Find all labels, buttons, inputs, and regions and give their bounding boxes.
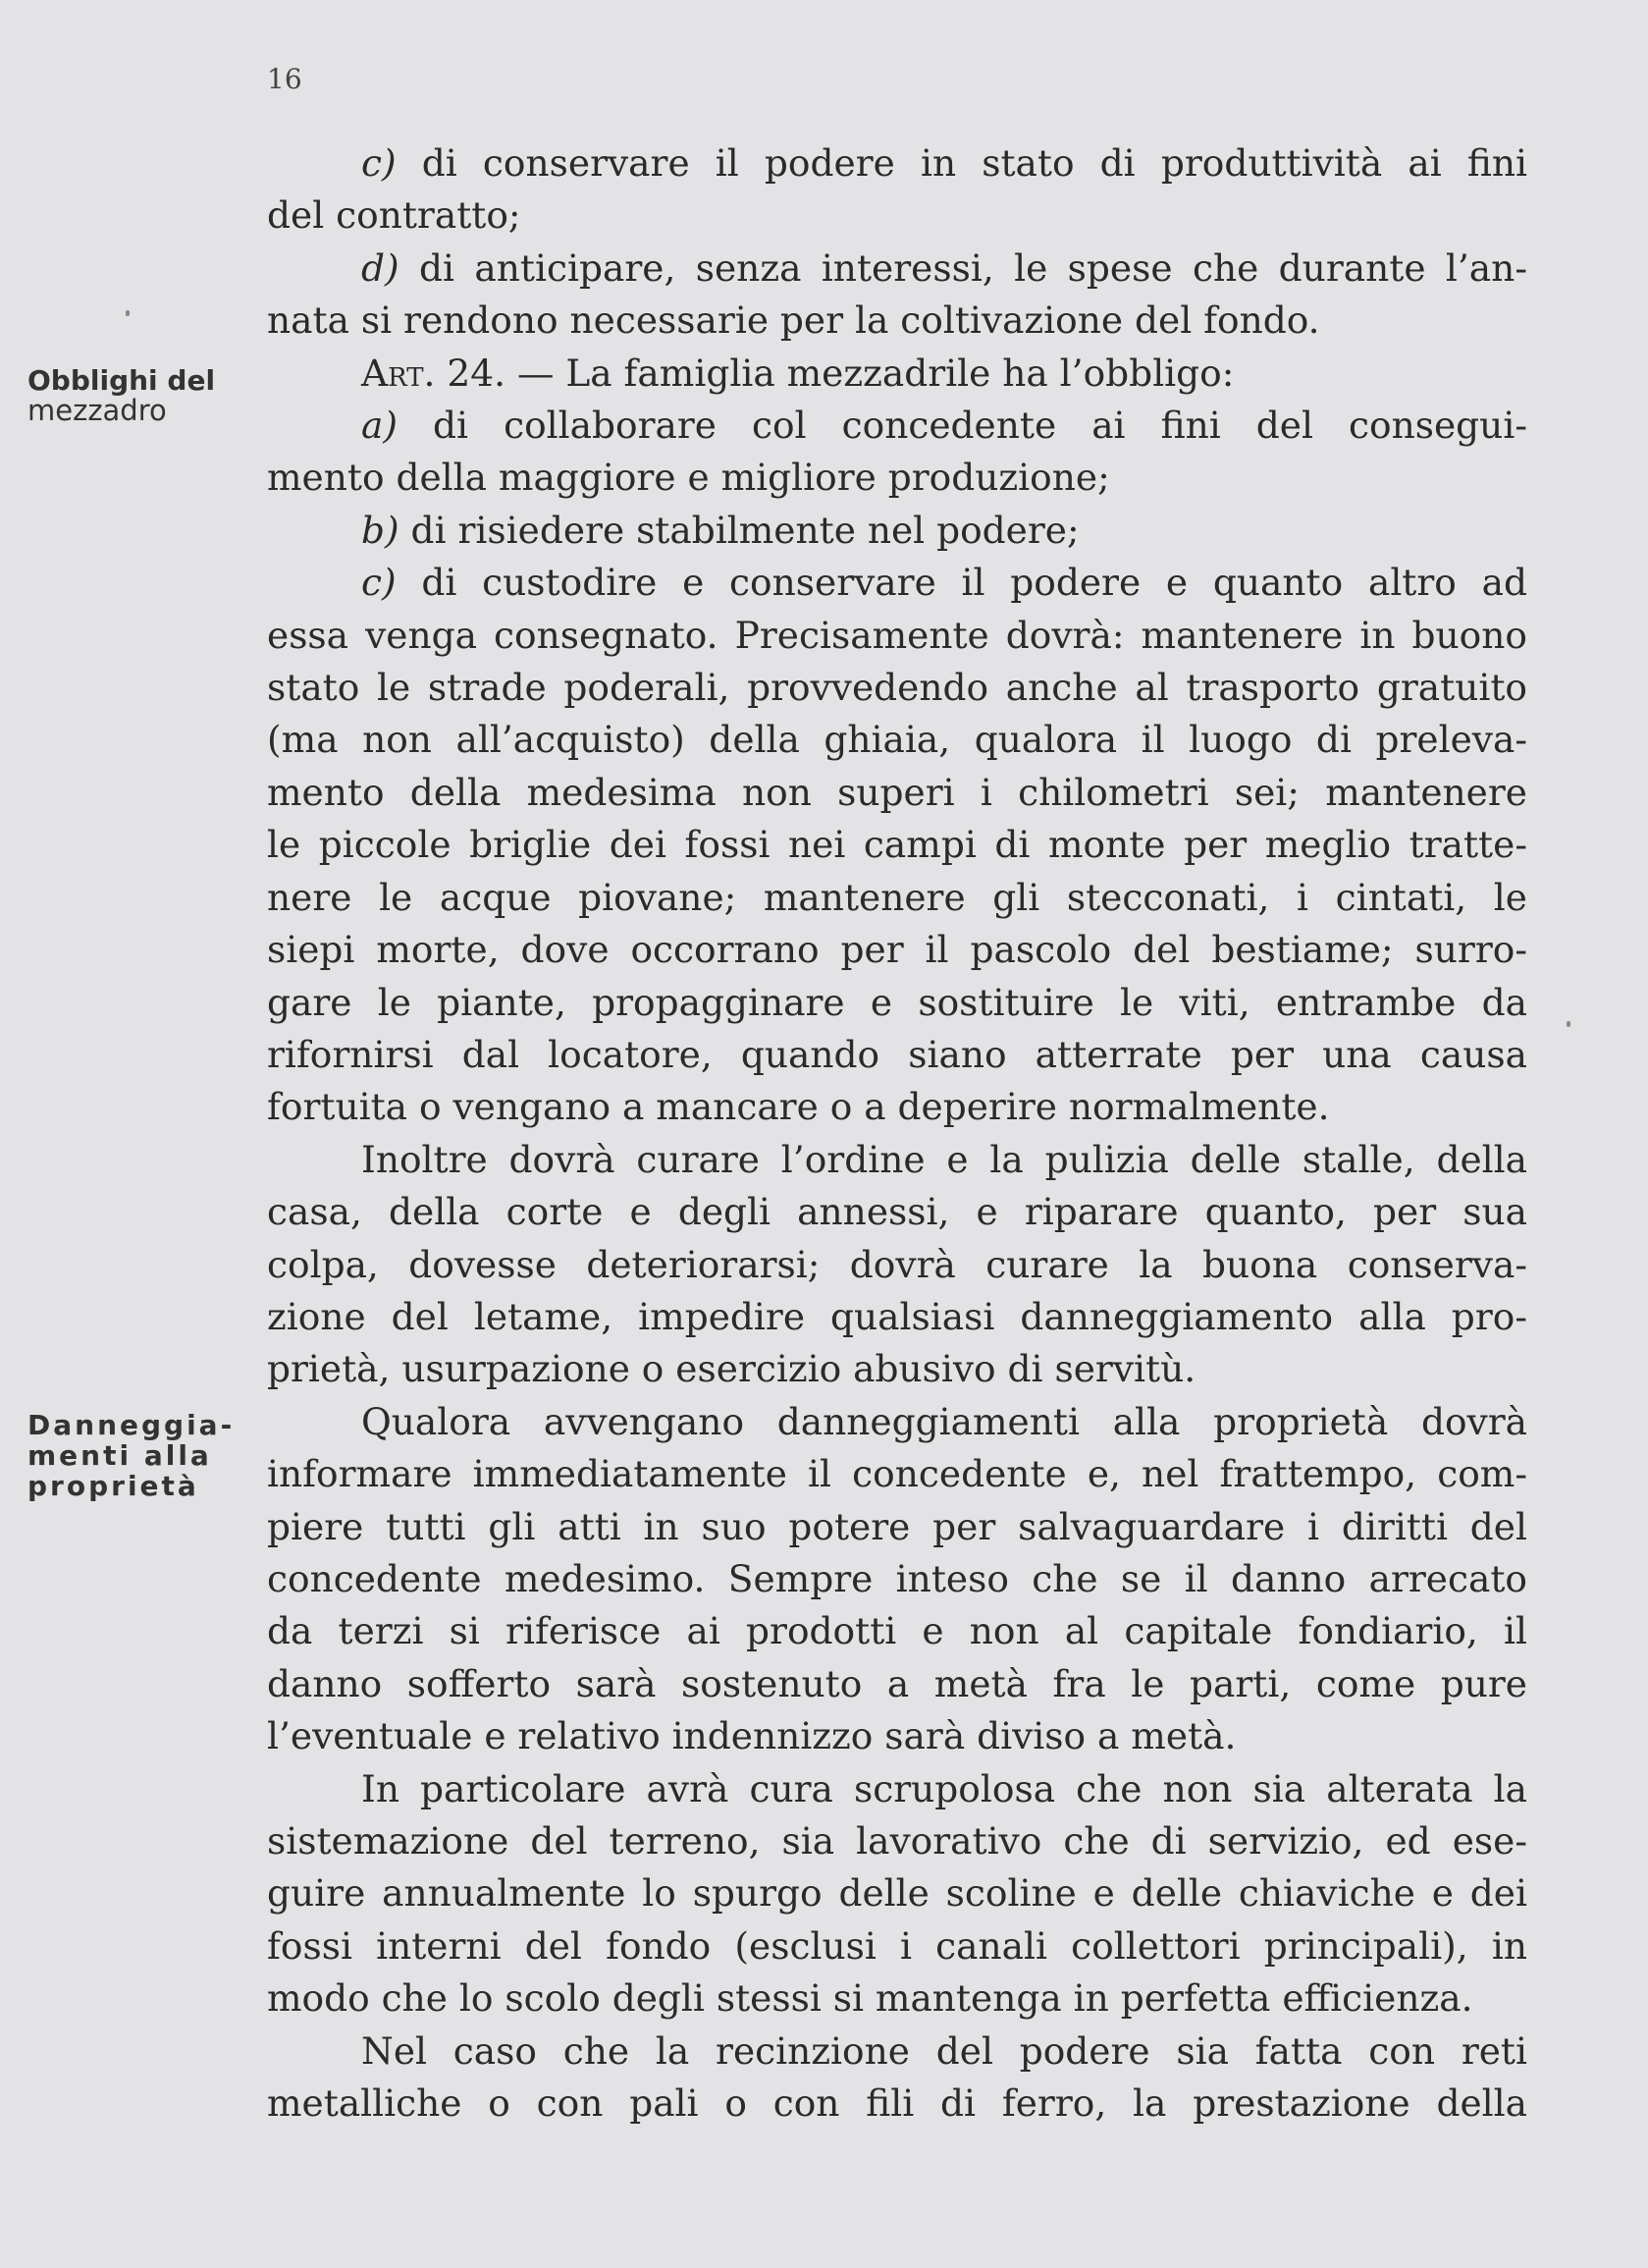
list-marker: c) [361,561,397,605]
text-line: Qualora avvengano danneggiamenti alla proprietà dovrà [361,1399,1527,1443]
margin-note-danneggiamenti [27,1410,235,1501]
article-text [267,137,1527,2130]
margin-note-line: Obblighi del [27,364,216,397]
text-line: nata si rendono necessarie per la coltivazione del fondo. [267,298,1320,343]
text-line: danno sofferto sarà sostenuto a metà fra le parti, come pure [267,1661,1527,1705]
text-line: l’eventuale e relativo indennizzo sarà diviso a metà. [267,1714,1237,1758]
text-line: Nel caso che la recinzione del podere sia fatta con reti [361,2028,1527,2073]
text-line: c) di conservare il podere in stato di produttività ai fini [361,141,1527,185]
text-line: zione del letame, impedire qualsiasi danneggiamento alla pro- [267,1294,1527,1338]
list-marker: d) [361,245,399,290]
page-number: 16 [267,63,302,95]
text-line: concedente medesimo. Sempre inteso che se il danno arrecato [267,1556,1527,1600]
text-line: essa venga consegnato. Precisamente dovrà: mantenere in buono [267,613,1527,657]
margin-note-line: proprietà [27,1470,199,1502]
text-line: stato le strade poderali, provvedendo anche al trasporto gratuito [267,666,1527,710]
article-label: Art. [361,351,436,395]
margin-note-line: mezzadro [27,394,167,427]
text-line: gare le piante, propagginare e sostituire le viti, entrambe da [267,980,1527,1024]
text-line: le piccole briglie dei fossi nei campi di monte per meglio tratte- [267,823,1527,867]
text-line: In particolare avrà cura scrupolosa che non sia alterata la [361,1766,1527,1810]
margin-note-line: menti alla [27,1439,212,1472]
text-line: a) di collaborare col concedente ai fini del consegui- [361,404,1527,448]
margin-note-line: Danneggia- [27,1409,236,1441]
text-line: informare immediatamente il concedente e, nel frattempo, com- [267,1452,1527,1496]
text-line: Inoltre dovrà curare l’ordine e la pulizia delle stalle, della [361,1137,1527,1181]
text-line: casa, della corte e degli annessi, e riparare quanto, per sua [267,1190,1527,1234]
text-line: piere tutti gli atti in suo potere per salvaguardare i diritti del [267,1504,1527,1548]
text-line: mento della maggiore e migliore produzione; [267,456,1110,500]
text-line: rifornirsi dal locatore, quando siano atterrate per una causa [267,1032,1527,1076]
text-line: fortuita o vengano a mancare o a deperire normalmente. [267,1085,1330,1129]
text-line: b) di risiedere stabilmente nel podere; [361,508,1080,552]
text-line: mento della medesima non superi i chilometri sei; mantenere [267,770,1527,814]
text-line: del contratto; [267,193,521,238]
text-line: siepi morte, dove occorrano per il pascolo del bestiame; surro- [267,928,1527,972]
text-line: guire annualmente lo spurgo delle scoline e delle chiaviche e dei [267,1871,1527,1916]
list-marker: b) [361,508,399,552]
article-heading-line: Art. 24. — La famiglia mezzadrile ha l’obbligo: [361,351,1235,395]
text-line: c) di custodire e conservare il podere e quanto altro ad [361,561,1527,605]
text-line: sistemazione del terreno, sia lavorativo che di servizio, ed ese- [267,1819,1527,1863]
text-line: metalliche o con pali o con fili di ferro, la prestazione della [267,2081,1527,2126]
list-marker: a) [361,404,398,448]
text-line: (ma non all’acquisto) della ghiaia, qualora il luogo di preleva- [267,718,1527,762]
margin-note-obblighi [27,365,215,426]
text-line: d) di anticipare, senza interessi, le spese che durante l’an- [361,245,1527,290]
text-line: modo che lo scolo degli stessi si mantenga in perfetta efficienza. [267,1976,1473,2021]
speck-mark [126,310,130,316]
speck-mark [1567,1021,1570,1027]
text-line: fossi interni del fondo (esclusi i canali collettori principali), in [267,1923,1527,1968]
text-line: nere le acque piovane; mantenere gli stecconati, i cintati, le [267,875,1527,919]
text-line: da terzi si riferisce ai prodotti e non al capitale fondiario, il [267,1609,1527,1653]
text-line: prietà, usurpazione o esercizio abusivo di servitù. [267,1347,1196,1391]
text-line: colpa, dovesse deteriorarsi; dovrà curare la buona conserva- [267,1242,1527,1286]
list-marker: c) [361,141,397,185]
